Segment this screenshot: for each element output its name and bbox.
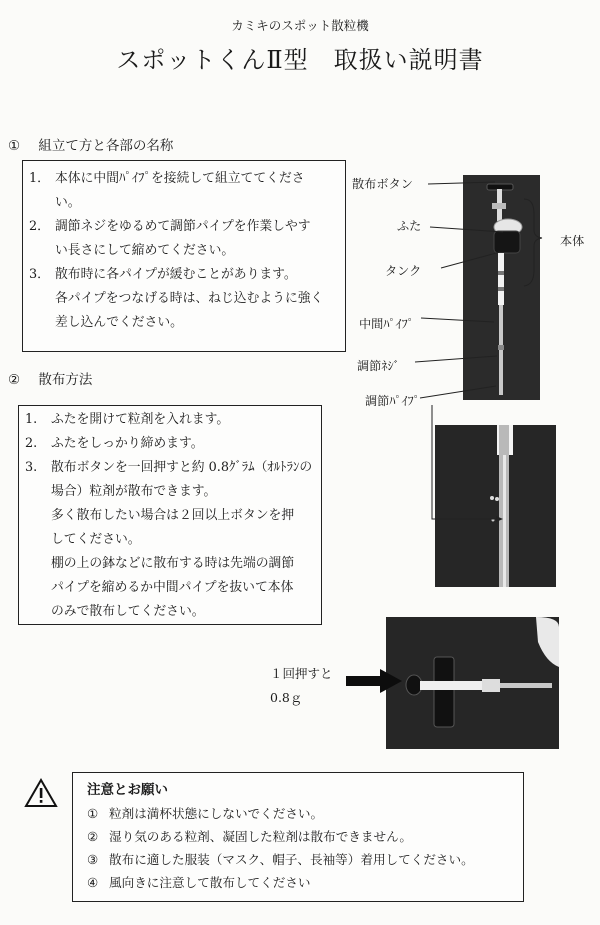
section1-marker: ① bbox=[8, 138, 21, 154]
section1-title: 組立て方と各部の名称 bbox=[38, 138, 174, 154]
document-subtitle: カミキのスポット散粒機 bbox=[231, 18, 369, 33]
list-item: ③ 散布に適した服装（マスク、帽子、長袖等）着用してください。 bbox=[87, 852, 474, 867]
list-item: ④ 風向きに注意して散布してください bbox=[87, 875, 311, 890]
list-item: 3. 散布ボタンを一回押すと約 0.8ｸﾞﾗﾑ（ｵﾙﾄﾗﾝの 場合）粒剤が散布できます。 多く散布したい場合は２回以上ボタンを押 してください。 棚の上の鉢などに散布する時は先端の調節 パイプを縮めるか中間パイプを抜いて本体 のみで散布してください。 bbox=[25, 460, 313, 619]
label-adjust-pipe: 調節ﾊﾟｲﾌﾟ bbox=[365, 394, 420, 408]
press-note-line1: １回押すと bbox=[270, 666, 333, 681]
list-item: 1. ふたを開けて粒剤を入れます。 bbox=[25, 412, 230, 427]
warning-triangle-icon bbox=[24, 778, 58, 808]
label-adjust-screw: 調節ﾈｼﾞ bbox=[357, 359, 400, 373]
label-tank: タンク bbox=[385, 264, 422, 278]
list-item: 2． 調節ネジをゆるめて調節パイプを作業しやす い長さにして縮めてください。 bbox=[29, 219, 311, 258]
label-middle-pipe: 中間ﾊﾟｲﾌﾟ bbox=[359, 317, 414, 331]
list-item: 1． 本体に中間ﾊﾟｲﾌﾟを接続して組立ててくださ い。 bbox=[29, 171, 305, 210]
press-note-line2: 0.8ｇ bbox=[270, 690, 303, 705]
label-body: 本体 bbox=[560, 234, 585, 248]
label-spray-button: 散布ボタン bbox=[352, 177, 413, 191]
list-item: ① 粒剤は満杯状態にしないでください。 bbox=[87, 806, 324, 821]
arrow-right-icon bbox=[344, 668, 404, 694]
section2-title: 散布方法 bbox=[38, 372, 93, 388]
list-item: 3． 散布時に各パイプが緩むことがあります。 各パイプをつなげる時は、ねじ込むように強く 差し込んでください。 bbox=[29, 267, 324, 330]
caution-box bbox=[72, 772, 524, 902]
caution-heading: 注意とお願い bbox=[87, 782, 168, 798]
list-item: ② 湿り気のある粒剤、凝固した粒剤は散布できません。 bbox=[87, 829, 413, 844]
list-item: 2. ふたをしっかり締めます。 bbox=[25, 436, 204, 451]
document-title: スポットくんⅡ型 取扱い説明書 bbox=[116, 46, 484, 74]
label-lid: ふた bbox=[397, 219, 422, 233]
section2-marker: ② bbox=[8, 372, 21, 388]
